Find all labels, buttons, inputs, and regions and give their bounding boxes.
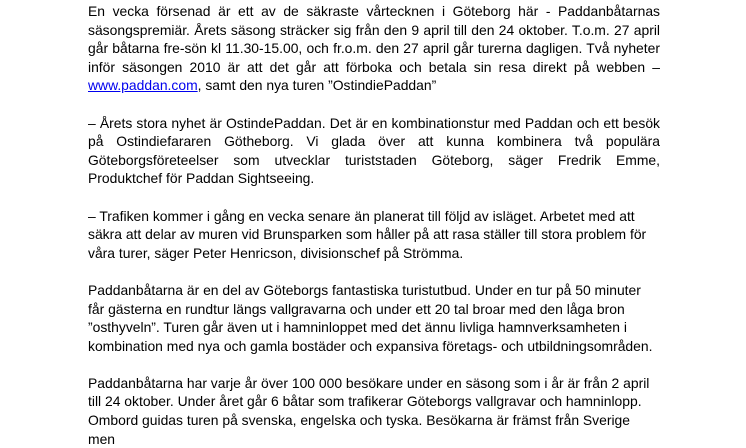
paragraph-season-text: En vecka försenad är ett av de säkraste vårtecknen i Göteborg här - Paddanbåtarnas säsongspremiär. Årets säsong sträcker sig från den 9 april till den 24 oktober. T.o.m. 27 april går båtarna fre-sön kl 11.30-15.00, och fr.o.m. den 27 april går turerna dagligen. Två nyheter inför säsongen 2010 är att det går att förboka och betala sin resa direkt på webben – [88,3,660,75]
paragraph-spacer [88,188,660,207]
paddan-website-link[interactable]: www.paddan.com [88,77,198,94]
document-page [88,0,660,448]
paragraph-ostindiepaddan-quote: – Årets stora nyhet är OstindePaddan. Det är en kombinationstur med Paddan och ett besök på Ostindiefararen Götheborg. Vi glada över att kunna kombinera två populära Göteborgsföreteelser som utvecklar turiststaden Göteborg, säger Fredrik Emme, Produktchef för Paddan Sightseeing. [88,114,660,187]
paragraph-spacer [88,262,660,281]
paragraph-traffic-quote: – Trafiken kommer i gång en vecka senare än planerat till följd av isläget. Arbetet med att säkra att delar av muren vid Brunsparken som håller på att rasa ställer till stora problem för våra turer, säger Peter Henricson, divisionschef på Strömma. [88,207,647,261]
paragraph-spacer [88,355,660,374]
paragraph-tourist-offer: Paddanbåtarna är en del av Göteborgs fantastiska turistutbud. Under en tur på 50 minuter får gästerna en rundtur längs vallgravarna och under ett 20 tal broar med den låga bron ”osthyveln”. Turen går även ut i hamninloppet med det ännu livliga hamnverksamheten i kombination med nya och gamla bostäder och expansiva företags- och utbildningsområden. [88,281,653,354]
paragraph-season-premiere [88,2,660,95]
paragraph-spacer [88,95,660,114]
paragraph-season-text-end: , samt den nya turen ”OstindiePaddan” [197,77,437,94]
paragraph-visitors: Paddanbåtarna har varje år över 100 000 besökare under en säsong som i år är från 2 april till 24 oktober. Under året går 6 båtar som trafikerar Göteborgs vallgravar och hamninlopp. Ombord guidas turen på svenska, engelska och tyska. Besökarna är främst från Sverige men [88,374,650,447]
